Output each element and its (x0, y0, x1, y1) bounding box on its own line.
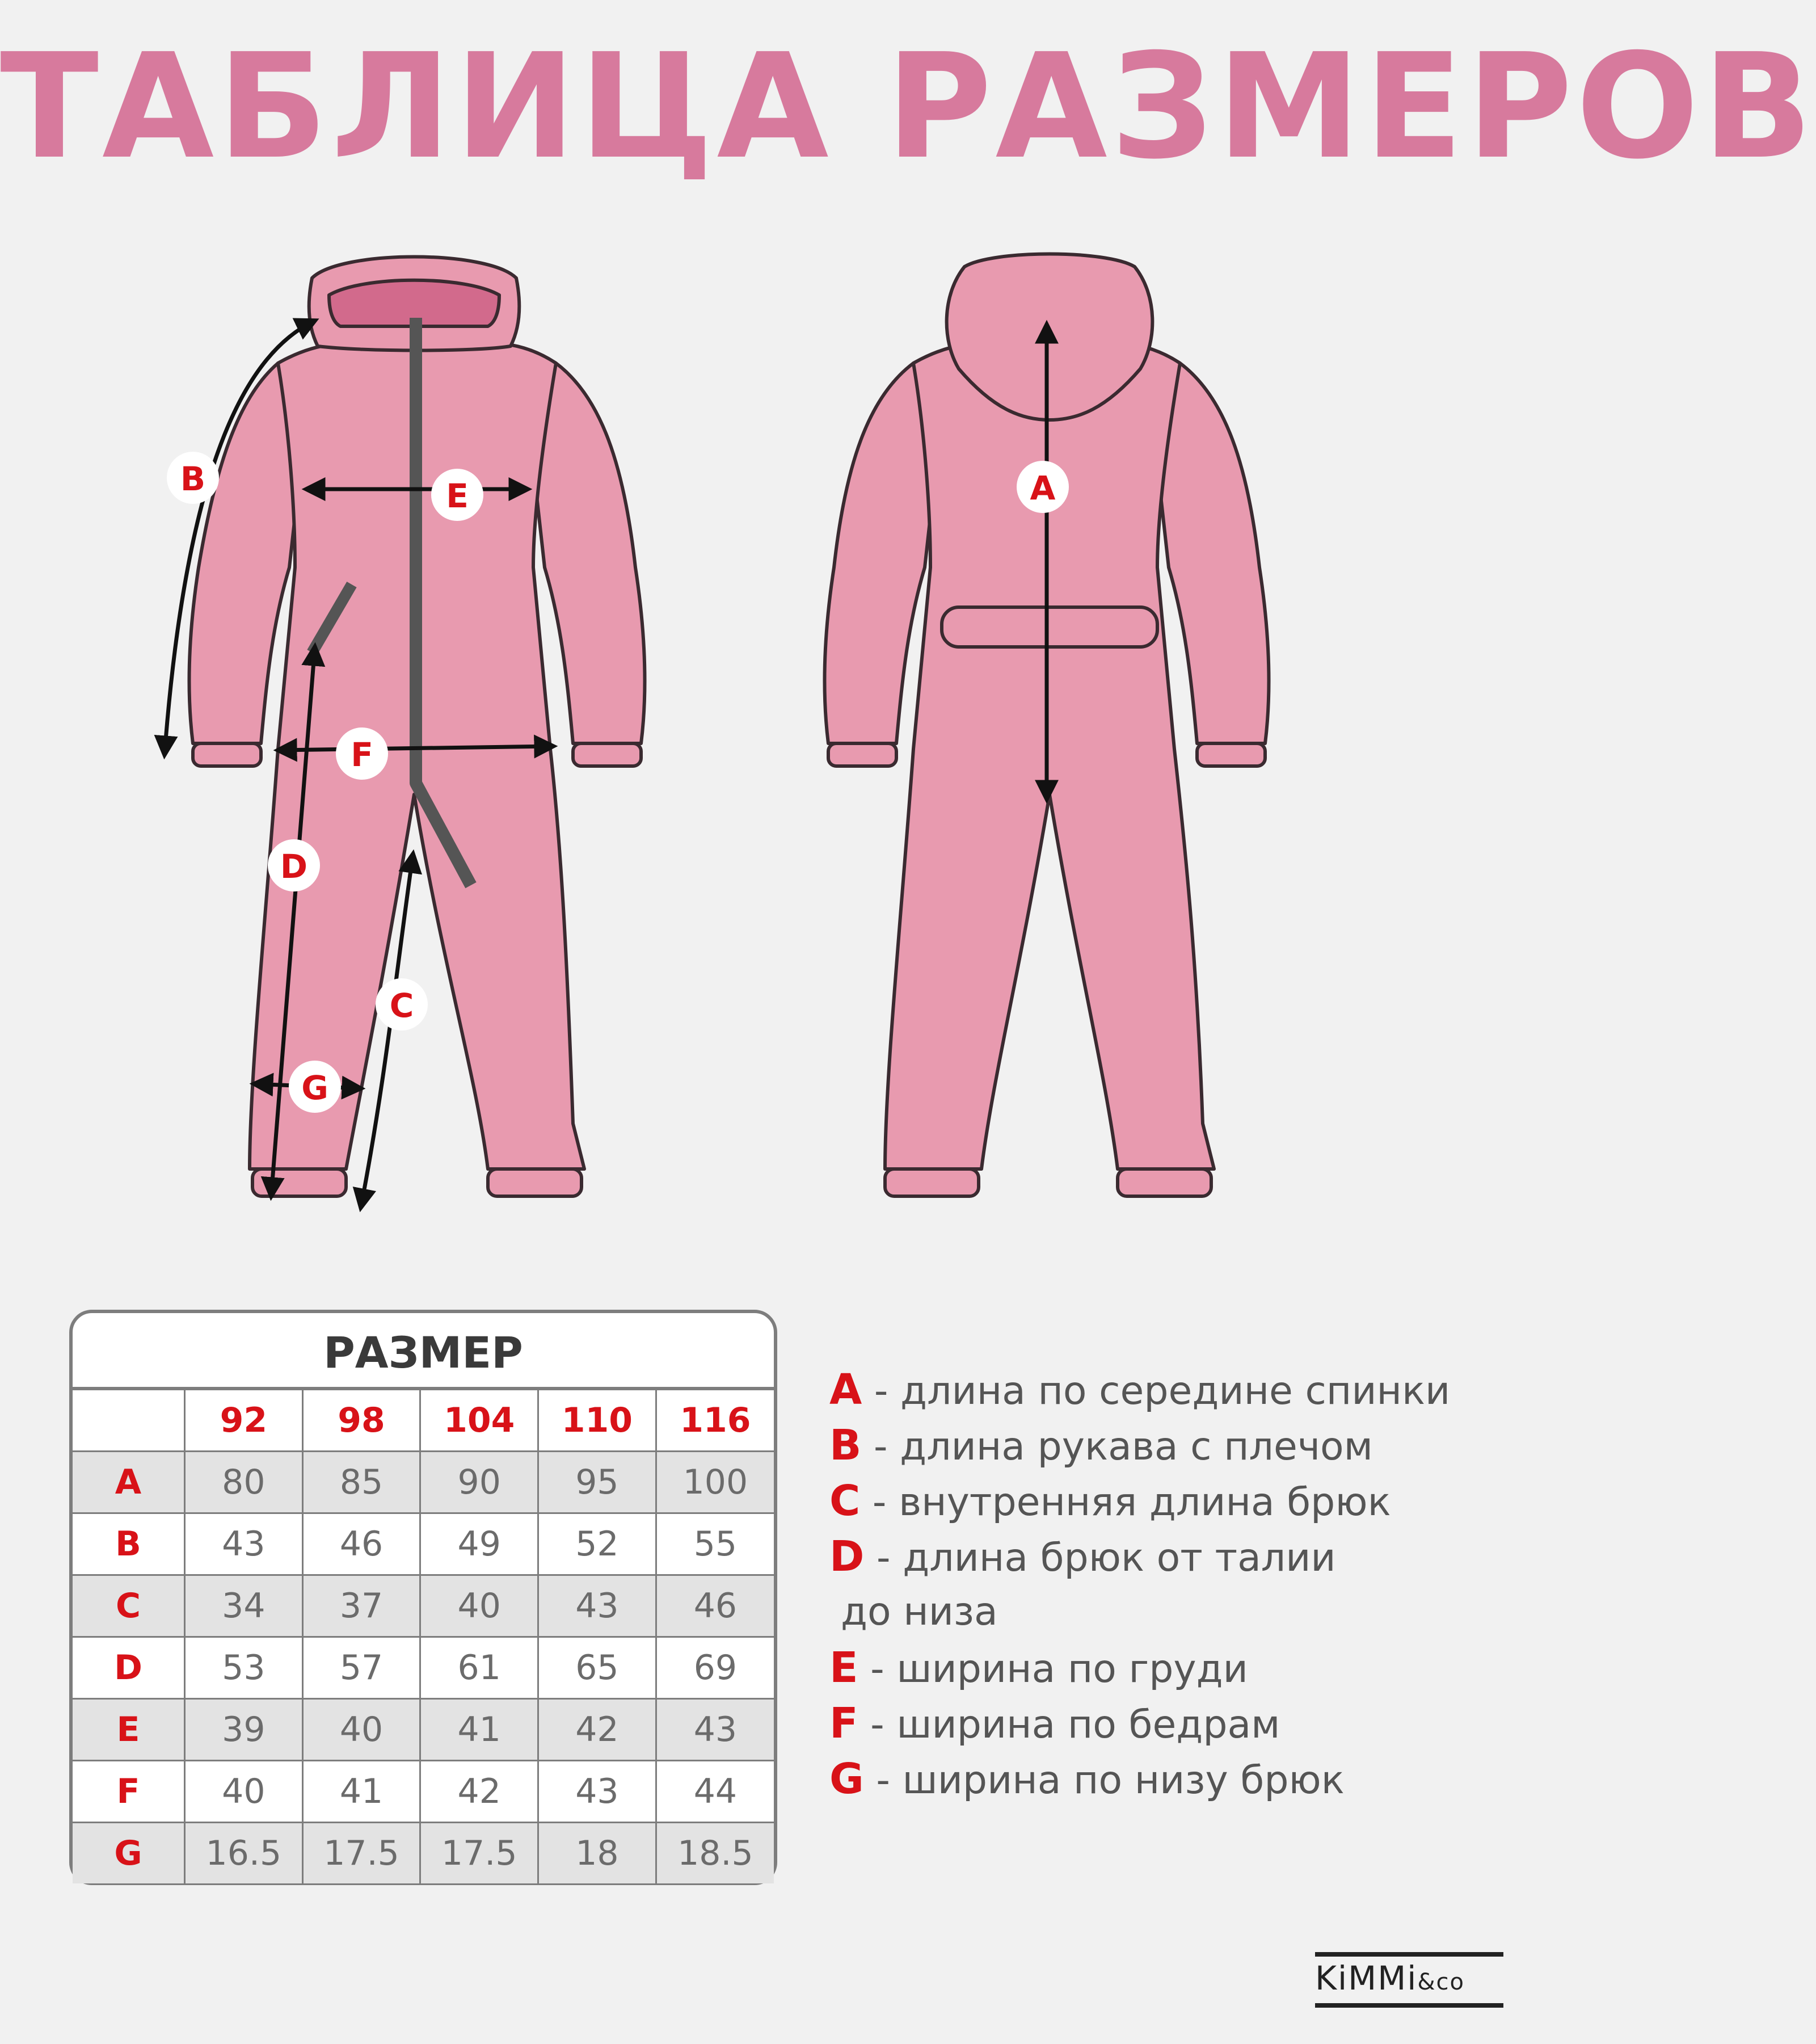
legend-item (829, 1696, 1450, 1751)
legend-item-continuation (829, 1584, 1450, 1640)
table-row (73, 1761, 774, 1823)
legend-item (829, 1640, 1450, 1696)
measurement-legend (829, 1362, 1450, 1807)
size-110: 110 (538, 1390, 656, 1452)
table-cell: 90 (420, 1452, 538, 1513)
table-cell: 49 (420, 1513, 538, 1575)
size-116: 116 (656, 1390, 774, 1452)
table-cell: 43 (538, 1761, 656, 1823)
table-cell: 18.5 (656, 1823, 774, 1884)
table-row (73, 1823, 774, 1884)
size-98: 98 (302, 1390, 420, 1452)
size-104: 104 (420, 1390, 538, 1452)
legend-item (829, 1473, 1450, 1529)
table-cell: 43 (538, 1575, 656, 1637)
table-row (73, 1699, 774, 1761)
legend-key: C (829, 1477, 861, 1525)
legend-text: - ширина по бедрам (858, 1702, 1280, 1747)
marker-c: C (389, 986, 414, 1025)
page-title: ТАБЛИЦА РАЗМЕРОВ (0, 23, 1816, 191)
table-cell: 55 (656, 1513, 774, 1575)
logo-rule-bottom (1315, 2003, 1503, 2008)
marker-g: G (301, 1069, 328, 1107)
row-label: A (73, 1452, 185, 1513)
legend-key: G (829, 1755, 864, 1803)
table-cell: 53 (185, 1637, 303, 1699)
front-view (189, 257, 644, 1197)
row-label: G (73, 1823, 185, 1884)
table-cell: 16.5 (185, 1823, 303, 1884)
size-92: 92 (185, 1390, 303, 1452)
legend-item (829, 1751, 1450, 1807)
brand-logo (1315, 1959, 1465, 1997)
table-cell: 17.5 (420, 1823, 538, 1884)
table-cell: 46 (656, 1575, 774, 1637)
legend-text: до низа (841, 1589, 998, 1634)
corner-cell (73, 1390, 185, 1452)
table-cell: 42 (538, 1699, 656, 1761)
legend-key: F (829, 1699, 858, 1748)
brand-suffix: &co (1417, 1969, 1465, 1995)
marker-b: B (180, 460, 206, 498)
table-cell: 40 (185, 1761, 303, 1823)
table-cell: 52 (538, 1513, 656, 1575)
table-row (73, 1452, 774, 1513)
row-label: E (73, 1699, 185, 1761)
logo-rule-top (1315, 1952, 1503, 1957)
table-cell: 80 (185, 1452, 303, 1513)
brand-name: KiMMi (1315, 1959, 1418, 1997)
legend-item (829, 1529, 1450, 1584)
table-cell: 40 (302, 1699, 420, 1761)
table-cell: 42 (420, 1761, 538, 1823)
table-row (73, 1575, 774, 1637)
row-label: B (73, 1513, 185, 1575)
marker-f: F (351, 735, 373, 774)
table-cell: 100 (656, 1452, 774, 1513)
table-cell: 57 (302, 1637, 420, 1699)
garment-illustrations (0, 227, 1533, 1248)
table-cell: 43 (185, 1513, 303, 1575)
row-label: C (73, 1575, 185, 1637)
table-cell: 61 (420, 1637, 538, 1699)
legend-text: - ширина по груди (858, 1647, 1248, 1692)
legend-key: D (829, 1532, 865, 1581)
size-table (69, 1310, 777, 1885)
table-cell: 40 (420, 1575, 538, 1637)
table-cell: 37 (302, 1575, 420, 1637)
table-cell: 34 (185, 1575, 303, 1637)
table-cell: 65 (538, 1637, 656, 1699)
row-label: D (73, 1637, 185, 1699)
table-cell: 44 (656, 1761, 774, 1823)
legend-key: B (829, 1421, 862, 1470)
marker-a: A (1030, 469, 1056, 507)
marker-e: E (446, 477, 469, 515)
table-cell: 69 (656, 1637, 774, 1699)
table-cell: 85 (302, 1452, 420, 1513)
legend-key: A (829, 1365, 862, 1414)
row-label: F (73, 1761, 185, 1823)
table-cell: 41 (420, 1699, 538, 1761)
legend-text: - внутренняя длина брюк (860, 1480, 1391, 1525)
table-cell: 95 (538, 1452, 656, 1513)
marker-d: D (280, 847, 308, 886)
legend-key: E (829, 1643, 858, 1692)
legend-text: - длина рукава с плечом (861, 1424, 1373, 1469)
table-heading: РАЗМЕР (73, 1313, 774, 1389)
table-cell: 41 (302, 1761, 420, 1823)
table-row (73, 1637, 774, 1699)
legend-item (829, 1362, 1450, 1418)
legend-text: - длина по середине спинки (862, 1369, 1451, 1414)
legend-text: - ширина по низу брюк (863, 1758, 1345, 1803)
table-row (73, 1513, 774, 1575)
table-cell: 18 (538, 1823, 656, 1884)
table-cell: 39 (185, 1699, 303, 1761)
legend-item (829, 1418, 1450, 1473)
size-header-row (73, 1390, 774, 1452)
table-cell: 46 (302, 1513, 420, 1575)
table-cell: 17.5 (302, 1823, 420, 1884)
table-cell: 43 (656, 1699, 774, 1761)
legend-text: - длина брюк от талии (864, 1536, 1336, 1580)
